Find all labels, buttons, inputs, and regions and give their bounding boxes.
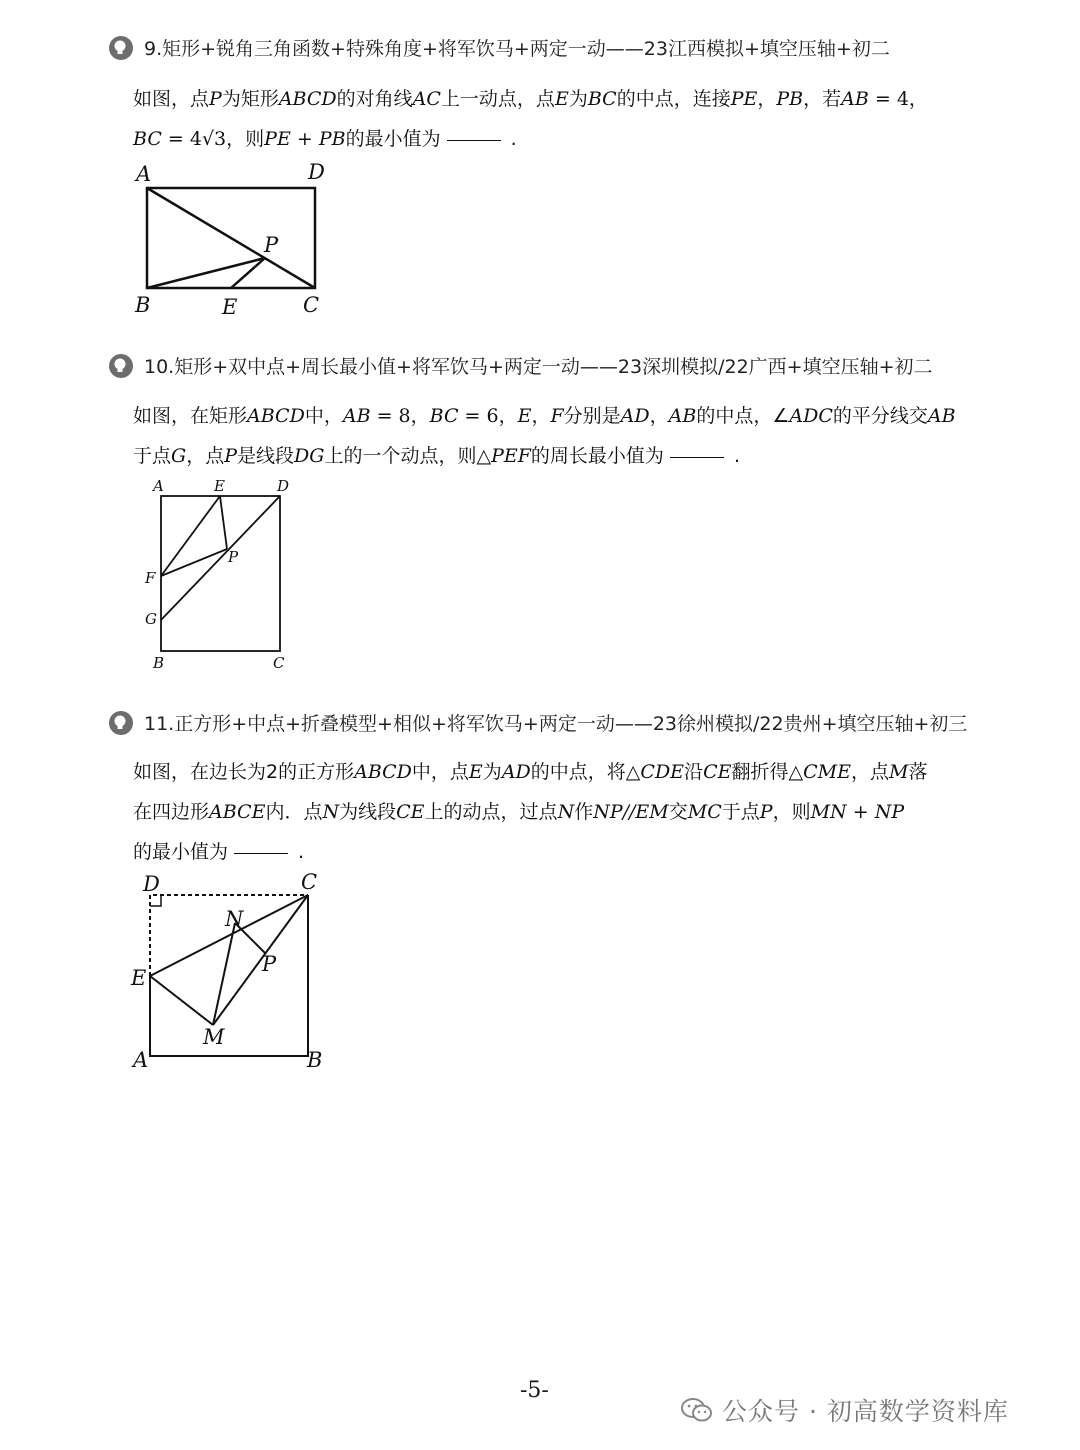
label-A: A (153, 477, 164, 495)
page-number: -5- (520, 1378, 549, 1403)
problem-9-title: 9.矩形+锐角三角函数+特殊角度+将军饮马+两定一动——23江西模拟+填空压轴+初二 (144, 38, 890, 60)
label-B: B (135, 293, 151, 317)
label-B: B (153, 654, 165, 672)
figure-rectangle-abcd (120, 155, 350, 320)
label-C: C (303, 293, 320, 317)
label-E: E (131, 966, 147, 990)
label-G: G (145, 610, 157, 628)
lightbulb-icon (108, 710, 134, 736)
label-M: M (203, 1025, 225, 1049)
lightbulb-icon (108, 353, 134, 379)
label-E: E (214, 477, 225, 495)
problem-11-text-line-1: 如图，在边长为2的正方形ABCD中，点E为AD的中点，将△CDE沿CE翻折得△CME，点M落 (133, 761, 928, 783)
wechat-icon (680, 1396, 714, 1424)
problem-9-text-line-1: 如图，点P为矩形ABCD的对角线AC上一动点，点E为BC的中点，连接PE，PB，若AB = 4， (133, 88, 928, 110)
label-E: E (222, 295, 238, 319)
lightbulb-icon (108, 35, 134, 61)
problem-11-title: 11.正方形+中点+折叠模型+相似+将军饮马+两定一动——23徐州模拟/22贵州+填空压轴+初三 (144, 713, 968, 735)
problem-9-text-line-2: BC = 4√3，则PE + PB的最小值为 . (133, 128, 517, 150)
label-P: P (228, 548, 239, 566)
label-D: D (143, 872, 160, 896)
label-D: D (277, 477, 290, 495)
label-F: F (145, 569, 156, 587)
label-A: A (136, 162, 152, 186)
problem-10-header (108, 352, 933, 379)
answer-blank (234, 852, 288, 854)
problem-10-title: 10.矩形+双中点+周长最小值+将军饮马+两定一动——23深圳模拟/22广西+填空压轴+初二 (144, 356, 933, 378)
answer-blank (447, 139, 501, 141)
watermark (680, 1392, 1009, 1428)
label-C: C (273, 654, 285, 672)
problem-11-text-line-3: 的最小值为 . (133, 841, 305, 863)
problem-11-header (108, 709, 967, 736)
label-N: N (225, 907, 244, 931)
figure-rectangle-abcd-midpoints (140, 475, 300, 675)
watermark-text: 公众号 · 初高数学资料库 (722, 1397, 1009, 1426)
label-D: D (308, 160, 325, 184)
problem-10-text-line-2: 于点G，点P是线段DG上的一个动点，则△PEF的周长最小值为 . (133, 445, 740, 467)
label-P: P (262, 952, 277, 976)
label-C: C (301, 870, 318, 894)
problem-10-text-line-1: 如图，在矩形ABCD中，AB = 8，BC = 6，E，F分别是AD，AB的中点，∠ADC的平分线交AB (133, 405, 956, 427)
label-A: A (133, 1048, 149, 1072)
problem-11-text-line-2: 在四边形ABCE内．点N为线段CE上的动点，过点N作NP//EM交MC于点P，则MN + NP (133, 801, 905, 823)
label-B: B (307, 1048, 323, 1072)
label-P: P (264, 233, 279, 257)
problem-9-header (108, 34, 890, 61)
answer-blank (670, 456, 724, 458)
figure-square-folding (125, 868, 335, 1078)
